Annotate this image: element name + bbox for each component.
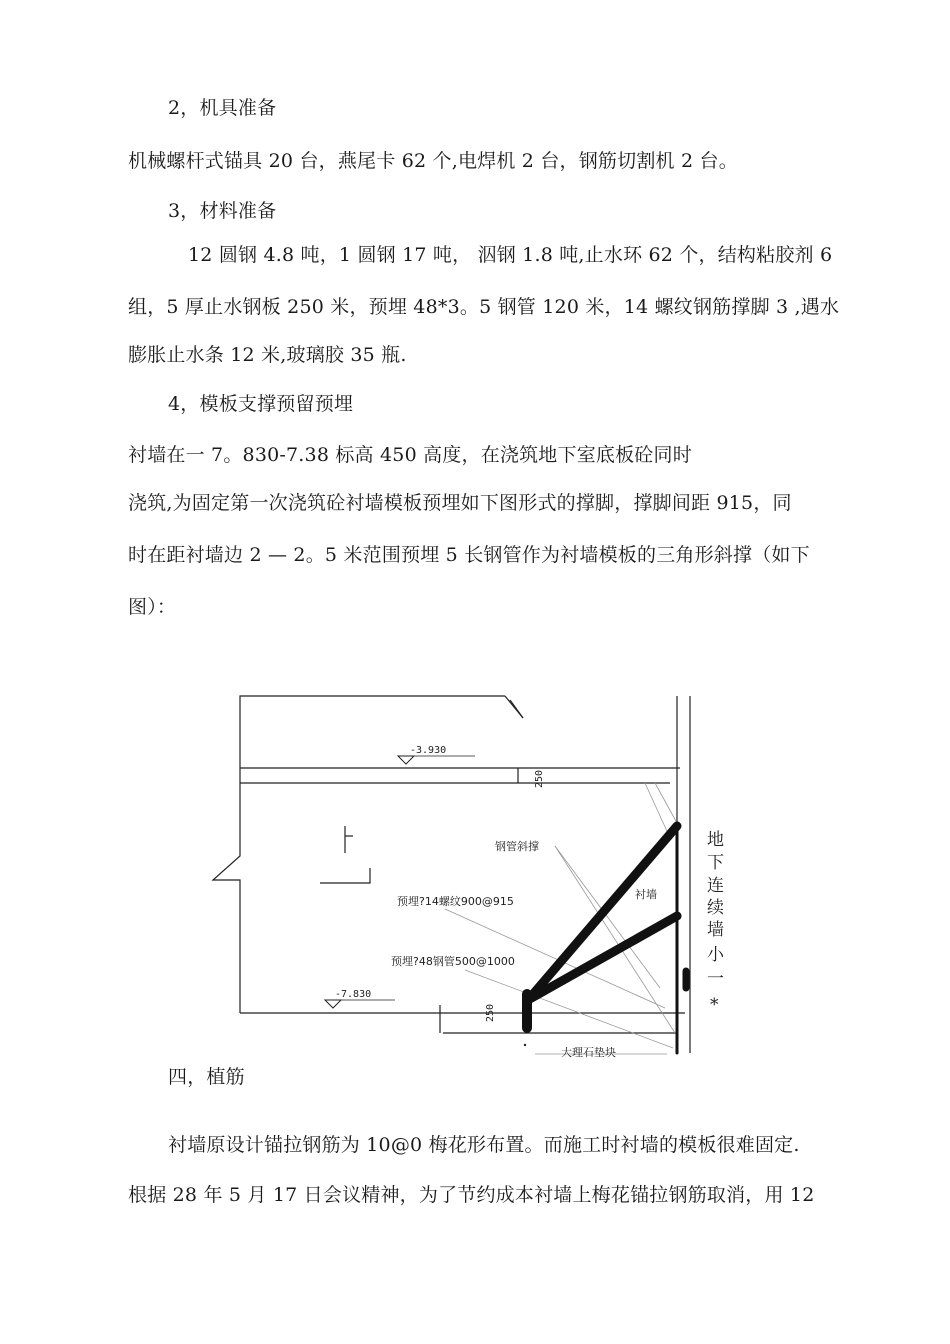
lining-wall-label: 衬墙 <box>635 888 657 901</box>
formwork-support-diagram <box>205 688 735 1073</box>
steel-brace-label: 钢管斜撑 <box>495 840 539 853</box>
vertical-text-7: * <box>710 995 719 1015</box>
elevation-bottom-label: -7.830 <box>335 989 372 1000</box>
dimension-top-label: 250 <box>534 769 545 788</box>
marble-pad-label: 大理石垫块 <box>561 1046 616 1059</box>
paragraph-materials-line-3: 膨胀止水条 12 米,玻璃胶 35 瓶. <box>128 344 407 366</box>
elevation-top-label: -3.930 <box>410 745 447 756</box>
anchor-dot <box>524 1044 526 1046</box>
vertical-text-0: 地 <box>707 830 724 850</box>
inner-step <box>320 868 370 883</box>
paragraph-materials-line-1: 12 圆钢 4.8 吨，1 圆钢 17 吨， 泅钢 1.8 吨,止水环 62 个，结构粘胶剂 6 <box>188 244 833 266</box>
dimension-bottom-label: 250 <box>485 1003 496 1022</box>
paragraph-formwork-line-4: 图）： <box>128 596 177 618</box>
steel-brace-upper <box>528 826 677 1000</box>
heading-2: 2，机具准备 <box>168 97 277 119</box>
leader-lining-wall <box>655 783 677 823</box>
vertical-text-5: 小 <box>707 945 724 965</box>
steel-brace-lower <box>528 916 677 1000</box>
vertical-text-2: 连 <box>707 876 724 896</box>
leader-brace-b <box>555 846 675 1033</box>
heading-section-4: 四，植筋 <box>168 1066 245 1088</box>
elev-marker-top <box>398 756 414 764</box>
vertical-text-3: 续 <box>707 898 724 918</box>
embedded-rebar-label: 预埋?14螺纹900@915 <box>397 895 514 908</box>
heading-4: 4，模板支撑预留预埋 <box>168 393 354 415</box>
paragraph-formwork-line-2: 浇筑,为固定第一次浇筑砼衬墙模板预埋如下图形式的撑脚，撑脚间距 915，同 <box>128 492 792 514</box>
paragraph-formwork-line-3: 时在距衬墙边 2 — 2。5 米范围预埋 5 长钢管作为衬墙模板的三角形斜撑（如下 <box>128 544 810 566</box>
elev-marker-bottom <box>325 1000 341 1008</box>
paragraph-rebar-line-1: 衬墙原设计锚拉钢筋为 10@0 梅花形布置。而施工时衬墙的模板很难固定. <box>168 1134 800 1156</box>
vertical-text-6: 一 <box>707 969 724 989</box>
paragraph-equipment: 机械螺杆式锚具 20 台，燕尾卡 62 个,电焊机 2 台，钢筋切割机 2 台。 <box>128 150 738 172</box>
break-line-top-2 <box>510 700 523 718</box>
embedded-pipe-label: 预埋?48钢管500@1000 <box>391 955 515 968</box>
paragraph-materials-line-2: 组，5 厚止水钢板 250 米，预埋 48*3。5 钢管 120 米，14 螺纹钢筋撑脚 3 ,遇水 <box>128 296 840 318</box>
vertical-text-4: 墙 <box>707 920 724 940</box>
vertical-text-1: 下 <box>707 853 724 873</box>
paragraph-formwork-line-1: 衬墙在一 7。830-7.38 标高 450 高度，在浇筑地下室底板砼同时 <box>128 444 692 466</box>
paragraph-rebar-line-2: 根据 28 年 5 月 17 日会议精神，为了节约成本衬墙上梅花锚拉钢筋取消，用 12 <box>128 1184 815 1206</box>
heading-3: 3，材料准备 <box>168 200 277 222</box>
